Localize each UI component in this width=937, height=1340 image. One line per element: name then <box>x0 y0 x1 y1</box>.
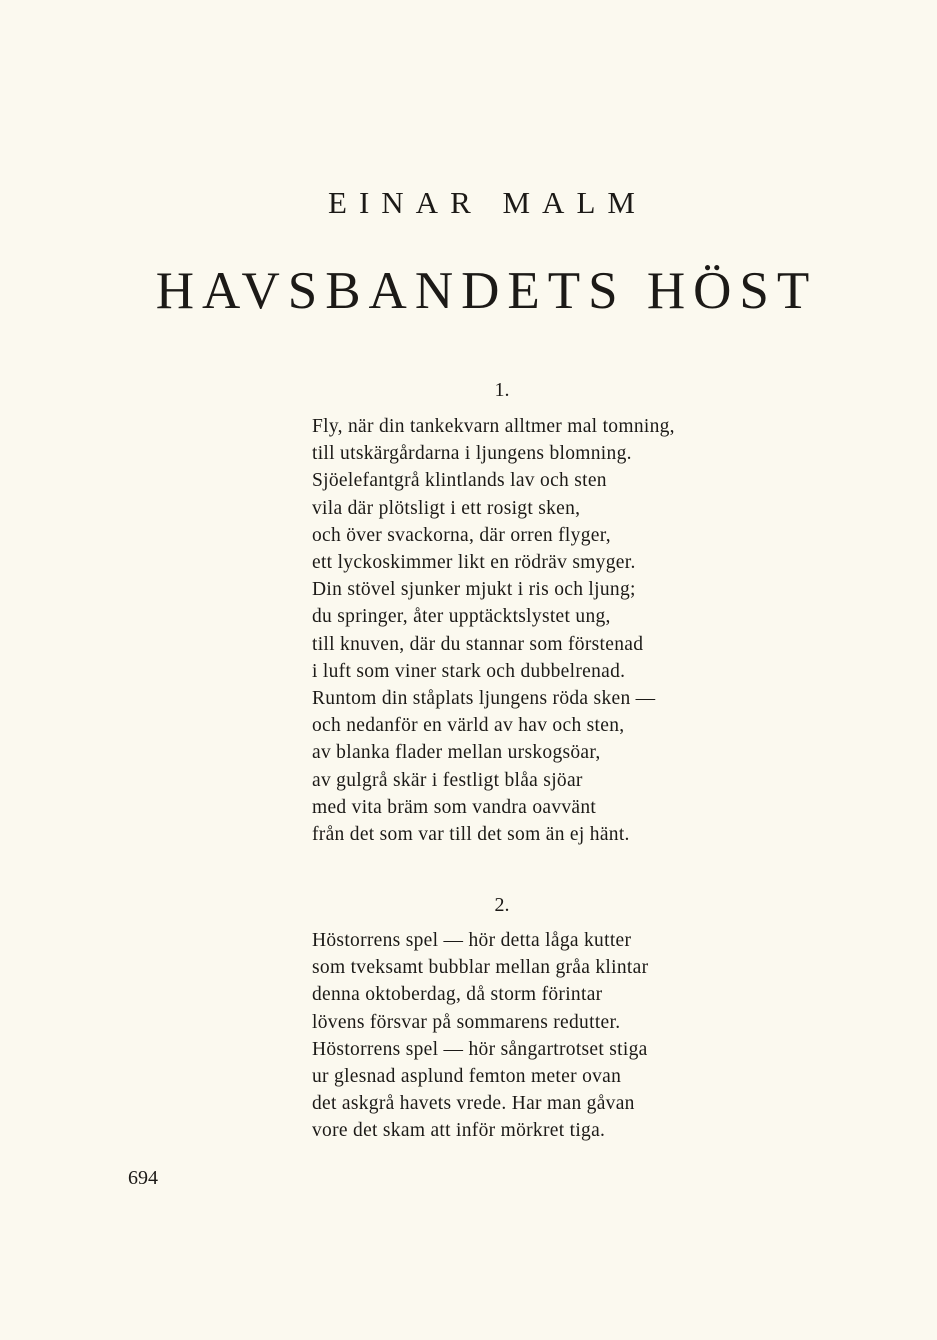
section-number: 1. <box>494 379 510 401</box>
poem-line: och över svackorna, där orren flyger, <box>312 524 611 546</box>
poem-line: lövens försvar på sommarens redutter. <box>312 1011 621 1033</box>
poem-line: av blanka flader mellan urskogsöar, <box>312 742 601 764</box>
stanza-2 <box>312 927 912 1145</box>
author-name: EINAR MALM <box>328 185 647 220</box>
poem-line: Höstorrens spel — hör sångartrotset stiga <box>312 1038 648 1060</box>
poem-line: ett lyckoskimmer likt en rödräv smyger. <box>312 552 636 574</box>
poem-line: vore det skam att inför mörkret tiga. <box>312 1120 606 1142</box>
poem-line: till utskärgårdarna i ljungens blomning. <box>312 443 632 465</box>
poem-line: ur glesnad asplund femton meter ovan <box>312 1066 622 1088</box>
poem-line: Höstorrens spel — hör detta låga kutter <box>312 930 632 951</box>
stanza-1 <box>312 413 912 848</box>
poem-line: Sjöelefantgrå klintlands lav och sten <box>312 470 607 492</box>
poem-line: i luft som viner stark och dubbelrenad. <box>312 660 626 682</box>
poem-line: till knuven, där du stannar som förstenad <box>312 633 644 655</box>
page-number: 694 <box>128 1167 158 1189</box>
poem-line: Runtom din ståplats ljungens röda sken — <box>312 688 656 710</box>
poem-line: det askgrå havets vrede. Har man gåvan <box>312 1093 635 1115</box>
poem-line: från det som var till det som än ej hänt. <box>312 824 630 846</box>
poem-line: Fly, när din tankekvarn alltmer mal tomning, <box>312 416 675 437</box>
poem-line: denna oktoberdag, då storm förintar <box>312 984 603 1006</box>
poem-title: HAVSBANDETS HÖST <box>155 262 818 320</box>
section-number: 2. <box>494 894 510 916</box>
poem-line: vila där plötsligt i ett rosigt sken, <box>312 497 581 519</box>
poem-line: med vita bräm som vandra oavvänt <box>312 796 597 818</box>
poem-line: av gulgrå skär i festligt blåa sjöar <box>312 769 583 791</box>
poem-line: Din stövel sjunker mjukt i ris och ljung; <box>312 579 636 601</box>
poem-line: du springer, åter upptäcktslystet ung, <box>312 606 611 628</box>
poem-line: och nedanför en värld av hav och sten, <box>312 715 625 737</box>
poem-line: som tveksamt bubblar mellan gråa klintar <box>312 957 649 979</box>
